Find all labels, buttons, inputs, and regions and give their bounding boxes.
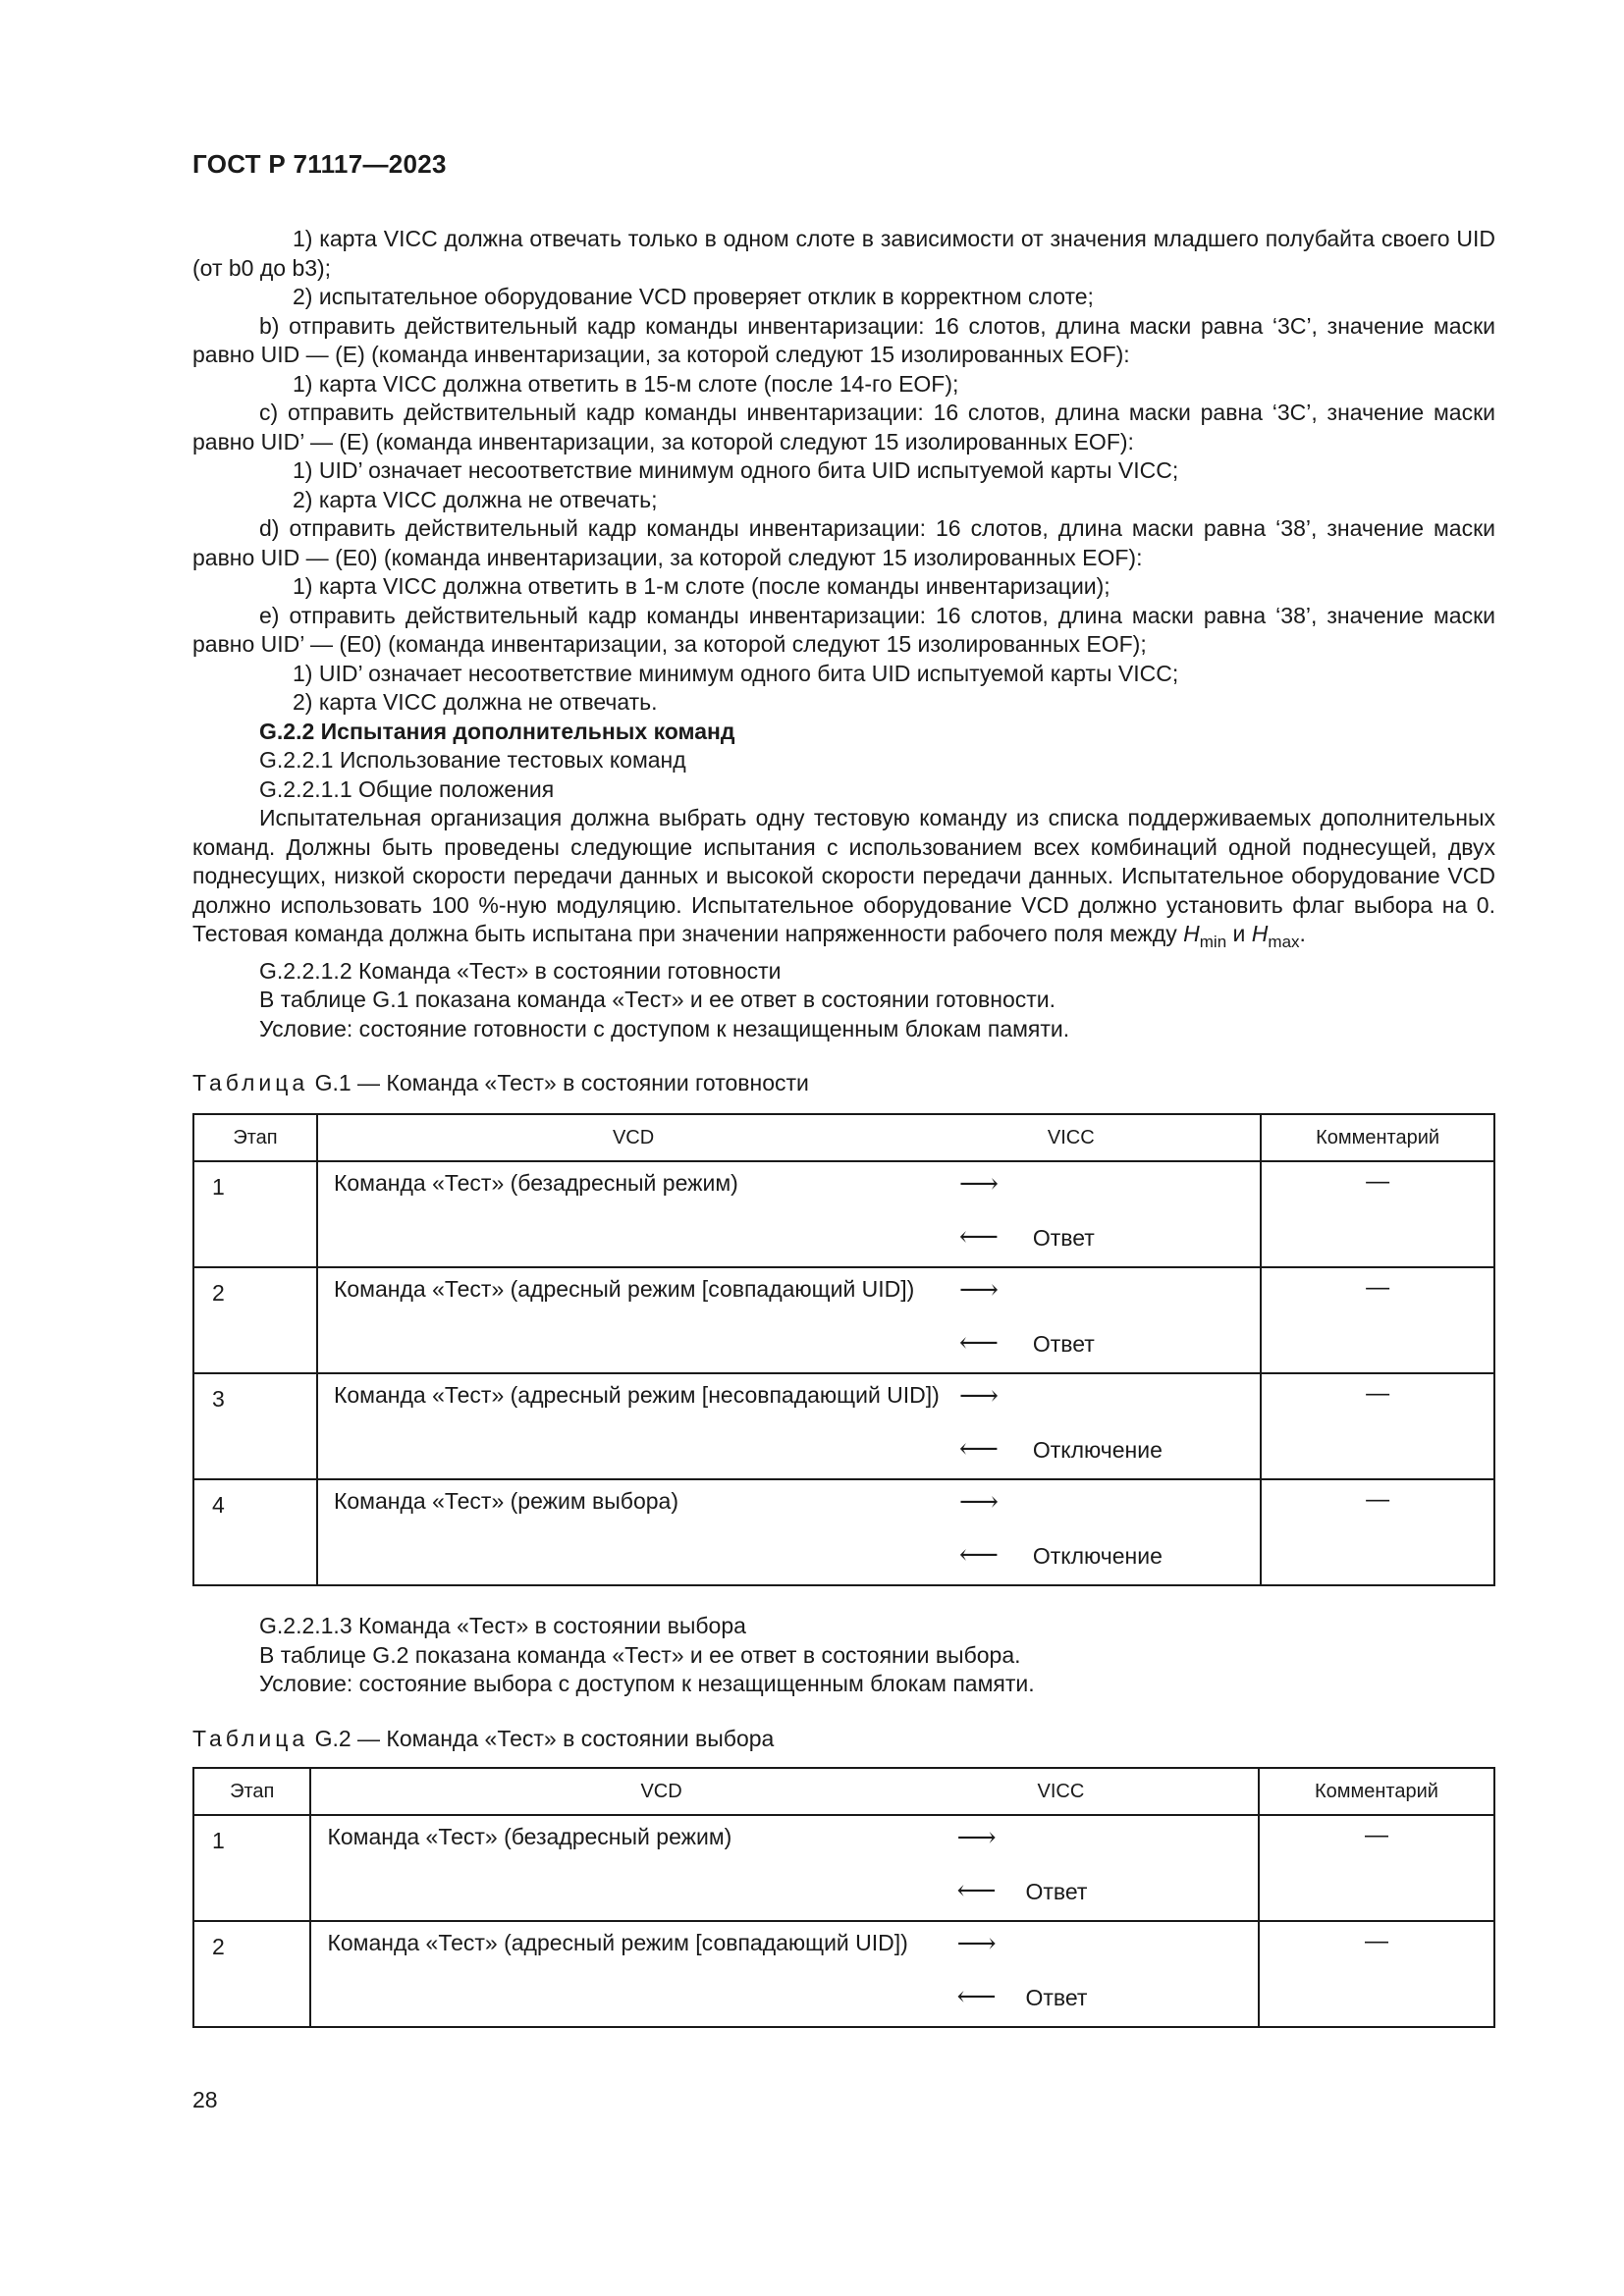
paragraph: c) отправить действительный кадр команды инвентаризации: 16 слотов, длина маски равна ‘3C’, значение маски равно UID’ — (E) (команда инвентаризации, за которой следуют 15 изолированных EOF): <box>192 400 1495 454</box>
command-text: Команда «Тест» (адресный режим [совпадающий UID]) <box>333 1276 915 1302</box>
response-text: Ответ <box>1025 1879 1088 1904</box>
page-number: 28 <box>192 2087 218 2112</box>
page-header: ГОСТ Р 71117—2023 <box>192 149 447 179</box>
comment-cell: — <box>1261 1161 1494 1267</box>
vicc-cell <box>861 1161 1261 1267</box>
arrow-right-icon: ⟶ <box>958 1167 999 1200</box>
vicc-cell <box>843 1921 1258 2027</box>
section-condition-select: Условие: состояние выбора с доступом к незащищенным блокам памяти. <box>259 1671 1035 1696</box>
paragraph: 2) карта VICC должна не отвечать. <box>293 689 658 715</box>
stage-cell: 3 <box>193 1373 317 1479</box>
vcd-cell <box>310 1921 908 2027</box>
table2 <box>192 1767 1495 2028</box>
table2-header-vicc: VICC <box>843 1768 1258 1815</box>
paragraph: 1) UID’ означает несоответствие минимум одного бита UID испытуемой карты VICC; <box>293 660 1179 686</box>
command-text: Команда «Тест» (адресный режим [несовпадающий UID]) <box>333 1382 940 1408</box>
vicc-cell <box>843 1815 1258 1921</box>
table-row <box>193 1161 1494 1267</box>
comment-cell: — <box>1259 1815 1494 1921</box>
body-text <box>192 225 1495 1043</box>
comment-cell: — <box>1261 1479 1494 1585</box>
arrow-left-icon: ⟵ <box>956 1980 997 2012</box>
paragraph: 1) UID’ означает несоответствие минимум одного бита UID испытуемой карты VICC; <box>293 457 1179 483</box>
response-text: Отключение <box>1032 1543 1163 1569</box>
comment-cell: — <box>1261 1373 1494 1479</box>
paragraph: 1) карта VICC должна ответить в 1-м слоте (после команды инвентаризации); <box>293 573 1110 599</box>
table-row <box>193 1921 1494 2027</box>
paragraph: e) отправить действительный кадр команды инвентаризации: 16 слотов, длина маски равна ‘38’, значение маски равно UID’ — (E0) (команда инвентаризации, за которой следуют 15 изолированных EOF); <box>192 602 1495 657</box>
paragraph: 2) испытательное оборудование VCD проверяет отклик в корректном слоте; <box>293 284 1094 309</box>
table2-caption: Таблица G.2 — Команда «Тест» в состоянии выбора <box>192 1726 775 1751</box>
vicc-cell <box>861 1479 1261 1585</box>
table-row <box>193 1267 1494 1373</box>
vcd-cell <box>310 1815 843 1921</box>
vicc-cell <box>861 1267 1261 1373</box>
arrow-left-icon: ⟵ <box>958 1432 999 1465</box>
vcd-cell <box>317 1479 861 1585</box>
response-text: Ответ <box>1032 1225 1095 1251</box>
paragraph: G.2.2.1 Использование тестовых команд <box>259 747 686 773</box>
section-heading-select: G.2.2.1.3 Команда «Тест» в состоянии выбора <box>259 1613 746 1638</box>
paragraph: 1) карта VICC должна отвечать только в одном слоте в зависимости от значения младшего полубайта своего UID (от b0 до b3); <box>192 226 1495 281</box>
table1-header-stage: Этап <box>193 1114 317 1161</box>
command-text: Команда «Тест» (режим выбора) <box>333 1488 678 1514</box>
paragraph: b) отправить действительный кадр команды инвентаризации: 16 слотов, длина маски равна ‘3C’, значение маски равно UID — (E) (команда инвентаризации, за которой следуют 15 изолированных EOF): <box>192 312 1495 367</box>
table2-header-comment: Комментарий <box>1259 1768 1494 1815</box>
paragraph: G.2.2 Испытания дополнительных команд <box>259 718 735 744</box>
table1-header-vcd: VCD <box>317 1114 861 1161</box>
vcd-cell <box>317 1267 915 1373</box>
paragraph-list <box>192 225 1495 804</box>
stage-cell: 2 <box>193 1267 317 1373</box>
arrow-right-icon: ⟶ <box>956 1821 997 1853</box>
arrow-right-icon: ⟶ <box>958 1379 999 1412</box>
comment-cell: — <box>1259 1921 1494 2027</box>
stage-cell: 1 <box>193 1815 310 1921</box>
response-text: Ответ <box>1032 1331 1095 1357</box>
arrow-right-icon: ⟶ <box>958 1485 999 1518</box>
paragraph: d) отправить действительный кадр команды инвентаризации: 16 слотов, длина маски равна ‘38’, значение маски равно UID — (E0) (команда инвентаризации, за которой следуют 15 изолированных EOF): <box>192 515 1495 570</box>
paragraph: 1) карта VICC должна ответить в 15-м слоте (после 14-го EOF); <box>293 370 959 397</box>
arrow-left-icon: ⟵ <box>956 1874 997 1906</box>
table-row <box>193 1479 1494 1585</box>
arrow-left-icon: ⟵ <box>958 1220 999 1253</box>
section-text-ready: В таблице G.1 показана команда «Тест» и ее ответ в состоянии готовности. <box>259 987 1056 1012</box>
paragraph: 2) карта VICC должна не отвечать; <box>293 486 658 512</box>
stage-cell: 4 <box>193 1479 317 1585</box>
section-condition-ready: Условие: состояние готовности с доступом к незащищенным блокам памяти. <box>259 1015 1070 1041</box>
vicc-cell <box>861 1373 1261 1479</box>
response-text: Ответ <box>1025 1985 1088 2010</box>
table1-caption: Таблица G.1 — Команда «Тест» в состоянии готовности <box>192 1070 809 1095</box>
table1 <box>192 1113 1495 1586</box>
paragraph: G.2.2.1.1 Общие положения <box>259 775 555 802</box>
table1-header-comment: Комментарий <box>1261 1114 1494 1161</box>
command-text: Команда «Тест» (безадресный режим) <box>333 1170 738 1196</box>
body-text-section2 <box>192 1612 1495 1699</box>
response-text: Отключение <box>1032 1437 1163 1463</box>
arrow-left-icon: ⟵ <box>958 1326 999 1359</box>
section-text-select: В таблице G.2 показана команда «Тест» и ее ответ в состоянии выбора. <box>259 1641 1021 1668</box>
table-row <box>193 1373 1494 1479</box>
stage-cell: 2 <box>193 1921 310 2027</box>
command-text: Команда «Тест» (адресный режим [совпадающий UID]) <box>327 1930 908 1955</box>
arrow-left-icon: ⟵ <box>958 1538 999 1571</box>
vcd-cell <box>317 1161 861 1267</box>
table2-header-stage: Этап <box>193 1768 310 1815</box>
paragraph-general-provisions: Испытательная организация должна выбрать одну тестовую команду из списка поддерживаемых дополнительных команд. Должны быть проведены следующие испытания с использованием всех комбинаций одной поднесущей, двух поднесущих, низкой скорости передачи данных и высокой скорости передачи данных. Испытательное оборудование VCD должно использовать 100 %-ную модуляцию. Испытательное оборудование VCD должно установить флаг выбора на 0. Тестовая команда должна быть испытана при значении напряженности рабочего поля между $H_{min}$ и $H_{max}$. <box>192 805 1495 951</box>
section-heading-ready: G.2.2.1.2 Команда «Тест» в состоянии готовности <box>259 957 782 984</box>
command-text: Команда «Тест» (безадресный режим) <box>327 1824 732 1849</box>
arrow-right-icon: ⟶ <box>956 1927 997 1959</box>
comment-cell: — <box>1261 1267 1494 1373</box>
stage-cell: 1 <box>193 1161 317 1267</box>
table-row <box>193 1815 1494 1921</box>
table1-header-vicc: VICC <box>861 1114 1261 1161</box>
table2-header-vcd: VCD <box>310 1768 843 1815</box>
arrow-right-icon: ⟶ <box>958 1273 999 1306</box>
vcd-cell <box>317 1373 940 1479</box>
